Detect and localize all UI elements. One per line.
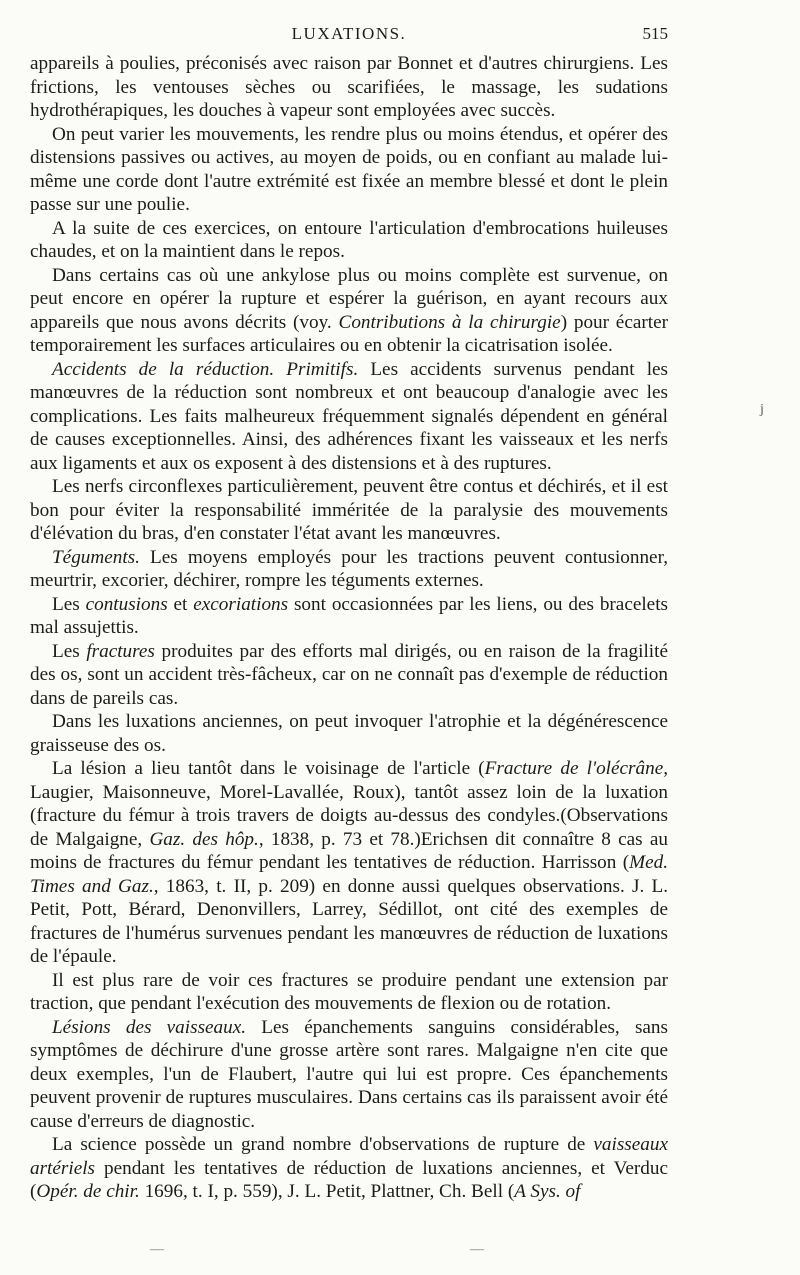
text-segment: Les épanchements sanguins considérables, sans symptômes de déchirure d'une grosse artère sont rares. Malgaigne n'en cite que deux exemples, l'un de Flaubert, l'autre qui lui est propre. Ces épanchements peuvent provenir de ruptures musculaires. Dans certains cas ils paraissent avoir été cause d'erreurs de diagnostic.: [30, 1016, 668, 1132]
paragraph-p14: [30, 1133, 668, 1204]
text-segment: Dans les luxations anciennes, on peut invoquer l'atrophie et la dégénérescence graisseuse des os.: [30, 711, 668, 756]
paragraph-p11: [30, 757, 668, 969]
text-segment: A la suite de ces exercices, on entoure l'articulation d'embrocations huileuses chaudes, et on la maintient dans le repos.: [30, 217, 668, 262]
paragraph-p7: [30, 546, 668, 593]
paragraph-p12: [30, 969, 668, 1016]
italic-text: contusions: [85, 593, 168, 615]
paragraph-p10: [30, 710, 668, 757]
italic-text: A Sys. of: [514, 1181, 581, 1202]
page-header: [30, 20, 668, 50]
italic-text: Lésions des vaisseaux.: [52, 1016, 247, 1038]
text-segment: ) pour écarter temporairement les surfaces articulaires ou en obtenir la cicatrisation isolée.: [30, 311, 668, 356]
text-segment: Les nerfs circonflexes particulièrement, peuvent être contus et déchirés, et il est bon pour éviter la responsabilité imméritée de la paralysie des mouvements d'élévation du bras, d'en constater l'état avant les manœuvres.: [30, 476, 668, 544]
italic-text: Opér. de chir.: [36, 1181, 140, 1202]
text-segment: Les accidents survenus pendant les manœuvres de la réduction sont nombreux et ont beaucoup d'analogie avec les complications. Les faits malheureux fréquemment signalés dépendent en général de causes exceptionnelles. Ainsi, des adhérences fixant les vaisseaux et les nerfs aux ligaments et aux os exposent à des distensions et à des ruptures.: [30, 358, 669, 474]
italic-text: vaisseaux artériels: [30, 1134, 668, 1179]
margin-mark: j: [760, 402, 764, 417]
paragraph-p5: [30, 358, 668, 476]
text-segment: Les: [52, 640, 87, 662]
text-segment: produites par des efforts mal dirigés, ou en raison de la fragilité des os, sont un accident très-fâcheux, car on ne connaît pas d'exemple de réduction dans de pareils cas.: [30, 640, 668, 709]
paragraph-p9: [30, 640, 668, 711]
italic-text: excoriations: [193, 593, 289, 615]
paragraph-p4: [30, 264, 668, 358]
text-segment: , 1838, p. 73 et 78.)Erichsen dit connaître 8 cas au moins de fractures du fémur pendant les tentatives de réduction. Harrisson (: [30, 828, 668, 873]
text-segment: pendant les tentatives de réduction de luxations anciennes, et Verduc (: [30, 1157, 668, 1202]
paragraph-p8: [30, 593, 668, 640]
page-number: 515: [642, 24, 668, 43]
bottom-mark-left: —: [150, 1242, 164, 1257]
text-segment: appareils à poulies, préconisés avec raison par Bonnet et d'autres chirurgiens. Les frictions, les ventouses sèches ou scarifiées, le massage, les sudations hydrothérapiques, les douches à vapeur sont employées avec succès.: [30, 53, 668, 121]
paragraph-p3: [30, 217, 668, 264]
text-segment: La science possède un grand nombre d'observations de rupture de: [52, 1134, 594, 1155]
bottom-mark-right: —: [470, 1242, 484, 1257]
italic-text: Med. Times and Gaz.: [30, 852, 668, 897]
italic-text: Contributions à la chirurgie: [338, 311, 561, 333]
paragraph-p2: [30, 123, 668, 217]
text-segment: On peut varier les mouvements, les rendre plus ou moins étendus, et opérer des distensions passives ou actives, au moyen de poids, ou en confiant au malade lui-même une corde dont l'autre extrémité est fixée an membre blessé et dont le plein passe sur une poulie.: [30, 123, 668, 215]
text-segment: 1696, t. I, p. 559), J. L. Petit, Plattner, Ch. Bell (: [139, 1181, 515, 1202]
text-segment: , 1863, t. II, p. 209) en donne aussi quelques observations. J. L. Petit, Pott, Bérard, Denonvillers, Larrey, Sédillot, ont cité des exemples de fractures de l'humérus survenues pendant les manœuvres de réduction de luxations de l'épaule.: [30, 875, 668, 967]
italic-text: Gaz. des hôp.: [149, 828, 259, 850]
running-title: LUXATIONS.: [291, 24, 407, 43]
italic-text: Fracture de l'olécrâne,: [484, 758, 669, 779]
text-segment: et: [167, 593, 194, 615]
paragraph-p1: [30, 52, 668, 123]
italic-text: fractures: [86, 640, 155, 662]
italic-text: Accidents de la réduction. Primitifs.: [52, 358, 359, 380]
text-segment: La lésion a lieu tantôt dans le voisinage de l'article (: [52, 758, 485, 779]
text-segment: Laugier, Maisonneuve, Morel-Lavallée, Roux), tantôt assez loin de la luxation (fracture du fémur à trois travers de doigts au-dessus des condyles.(Observations de Malgaigne,: [30, 781, 668, 850]
body-text: [30, 52, 668, 1204]
paragraph-p13: [30, 1016, 668, 1134]
text-segment: Les moyens employés pour les tractions peuvent contusionner, meurtrir, excorier, déchirer, rompre les téguments externes.: [30, 546, 668, 591]
paragraph-p6: [30, 475, 668, 546]
text-segment: sont occasionnées par les liens, ou des bracelets mal assujettis.: [30, 593, 668, 638]
text-segment: Il est plus rare de voir ces fractures se produire pendant une extension par traction, que pendant l'exécution des mouvements de flexion ou de rotation.: [30, 969, 668, 1014]
text-segment: Dans certains cas où une ankylose plus ou moins complète est survenue, on peut encore en opérer la rupture et espérer la guérison, en ayant recours aux appareils que nous avons décrits (voy.: [30, 264, 668, 333]
text-segment: Les: [52, 593, 86, 615]
italic-text: Téguments.: [52, 546, 140, 568]
